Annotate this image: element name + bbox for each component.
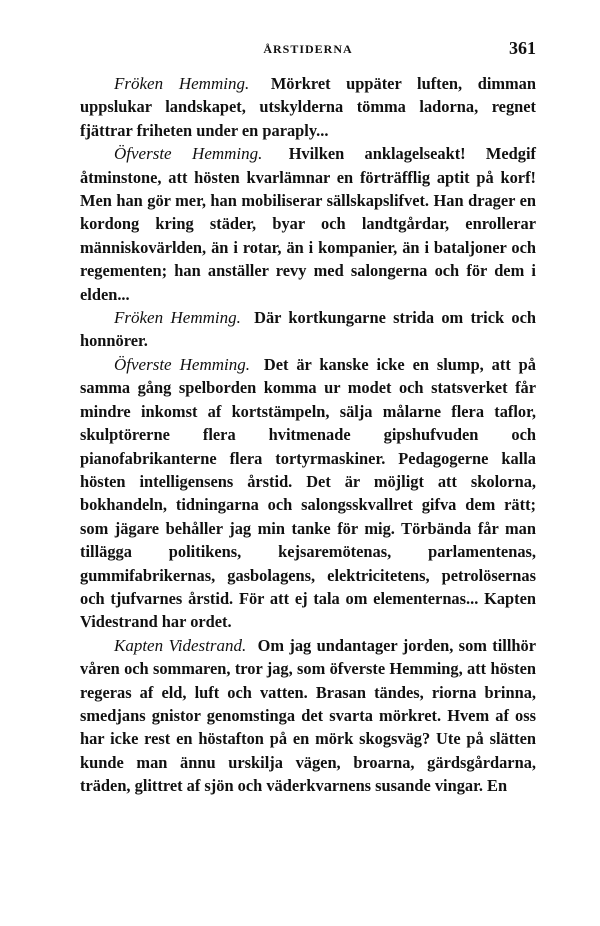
dialogue-paragraph xyxy=(80,306,536,353)
dialogue-line: Det är kanske icke en slump, att på samma gång spelborden komma ur modet och statsverket får mindre inkomst af kortstämpeln, sälja målarne flera taflor, skulptörerne flera hvitmenade gipshufvuden och pianofabrikanterne flera tortyrmaskiner. Pedagogerne kalla hösten intelligensens årstid. Det är möjligt att skolorna, bokhandeln, tidningarna och salongsskvallret gifva dem rätt; som jägare behåller jag min tanke för mig. Törbända får man tillägga politikens, kejsaremötenas, parlamentenas, gummifabrikernas, gasbolagens, elektricitetens, petrolösernas och tjufvarnes årstid. För att ej tala om elementernas... Kapten Videstrand har ordet. xyxy=(80,354,536,632)
speaker-name: Fröken Hemming. xyxy=(114,74,250,93)
page-number: 361 xyxy=(509,38,536,58)
speaker-name: Kapten Videstrand. xyxy=(114,635,247,655)
book-page xyxy=(80,38,536,798)
dialogue-paragraph xyxy=(80,142,536,306)
speaker-name: Öfverste Hemming. xyxy=(114,354,250,374)
dialogue-paragraph xyxy=(80,72,536,142)
dialogue-line: Hvilken anklagelseakt! Medgif åtminstone, att hösten kvarlämnar en förträfflig aptit på korf! Men han gör mer, han mobiliserar sällskapslifvet. Han drager en kordong kring städer, byar och landtgårdar, enrollerar människovärlden, än i rotar, än i kompanier, än i bataljoner och regementen; han anställer revy med salongerna och för dem i elden... xyxy=(80,144,536,304)
dialogue-paragraph xyxy=(80,634,536,798)
dialogue-line: Där kortkungarne strida om trick och honnörer. xyxy=(80,308,536,351)
speaker-name: Fröken Hemming. xyxy=(114,308,241,328)
dialogue-text xyxy=(80,72,536,798)
dialogue-line: Om jag undantager jorden, som tillhör våren och sommaren, tror jag, som öfverste Hemming, att hösten regeras af eld, luft och vatten. Brasan tändes, riorna brinna, smedjans gnistor genomstinga det svarta mörkret. Hvem af oss har icke rest en höstafton på en mörk skogsväg? Ute på slätten kunde man ännu urskilja vägen, broarna, gärdsgårdarna, träden, glittret af sjön och väderkvarnens susande vingar. En xyxy=(80,635,536,796)
dialogue-paragraph xyxy=(80,353,536,634)
running-title: ÅRSTIDERNA xyxy=(263,42,353,56)
page-header xyxy=(80,38,536,62)
dialogue-line: Mörkret uppäter luften, dimman uppslukar landskapet, utskylderna tömma ladorna, regnet fjättrar friheten under en paraply... xyxy=(80,74,536,140)
speaker-name: Öfverste Hemming. xyxy=(114,144,263,164)
